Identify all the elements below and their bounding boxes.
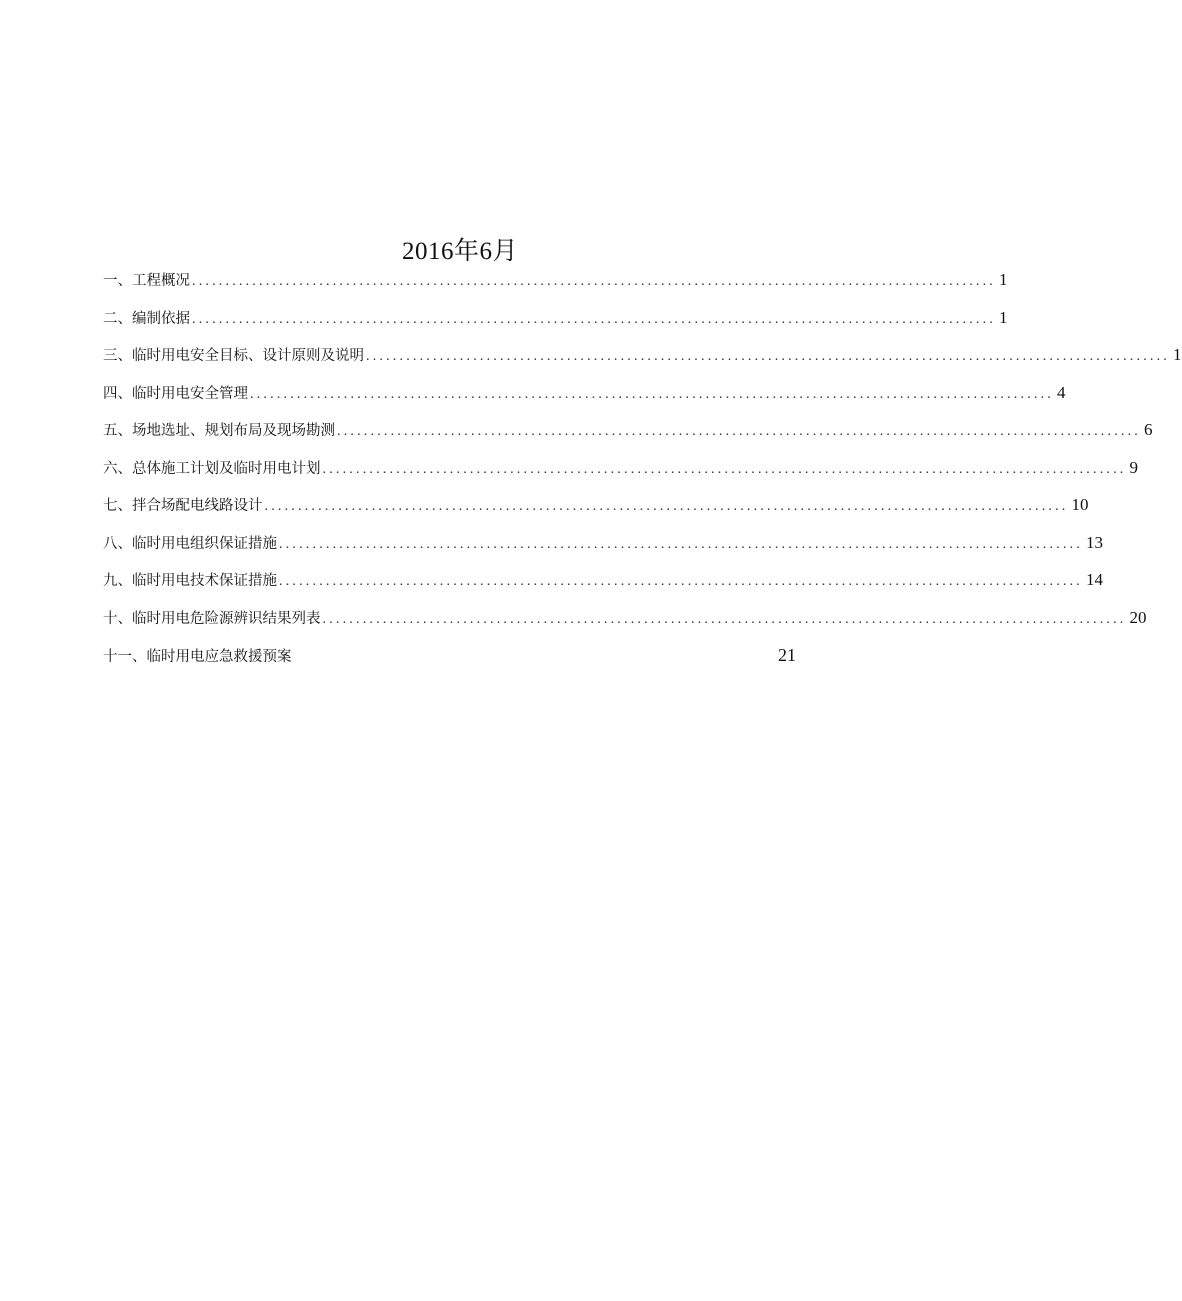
toc-entry-page: 20 bbox=[1129, 607, 1147, 627]
toc-entry-label: 十一、临时用电应急救援预案 bbox=[103, 649, 292, 665]
toc-entry-label: 四、临时用电安全管理 bbox=[103, 385, 248, 402]
toc-entry-page: 6 bbox=[1144, 420, 1153, 439]
toc-entry[interactable] bbox=[103, 606, 1147, 644]
toc-dot-leader: ........................................................................................................................ bbox=[337, 424, 1141, 439]
toc-entry-label: 九、临时用电技术保证措施 bbox=[103, 573, 277, 589]
toc-entry-label: 八、临时用电组织保证措施 bbox=[103, 535, 277, 552]
toc-entry-page: 10 bbox=[1071, 495, 1089, 514]
toc-dot-leader: ........................................................................................................................ bbox=[192, 274, 996, 289]
toc-entry[interactable] bbox=[103, 643, 796, 681]
toc-entry[interactable] bbox=[103, 568, 1103, 606]
toc-entry-label: 一、工程概况 bbox=[103, 273, 190, 289]
toc-entry-page: 4 bbox=[1057, 382, 1066, 402]
toc-entry-label: 六、总体施工计划及临时用电计划 bbox=[103, 460, 321, 477]
toc-entry[interactable] bbox=[103, 493, 1089, 531]
toc-entry-label: 五、场地选址、规划布局及现场勘测 bbox=[103, 423, 335, 439]
toc-entry[interactable] bbox=[103, 268, 1008, 306]
toc-entry-page: 1 bbox=[1173, 345, 1182, 364]
document-date: 2016年6月 bbox=[401, 238, 518, 265]
toc-entry-label: 十、临时用电危险源辨识结果列表 bbox=[103, 610, 321, 627]
table-of-contents bbox=[103, 268, 1182, 681]
toc-entry-label: 七、拌合场配电线路设计 bbox=[103, 498, 263, 514]
toc-dot-leader: ........................................................................................................................ bbox=[366, 349, 1170, 364]
toc-entry[interactable] bbox=[103, 531, 1103, 569]
toc-dot-leader: ........................................................................................................................ bbox=[322, 461, 1127, 477]
toc-dot-leader: ........................................................................................................................ bbox=[250, 386, 1054, 402]
toc-entry-page: 9 bbox=[1129, 457, 1138, 477]
toc-entry[interactable] bbox=[103, 381, 1066, 419]
toc-entry-page: 1 bbox=[999, 270, 1008, 289]
toc-entry[interactable] bbox=[103, 343, 1182, 381]
toc-entry-page: 14 bbox=[1086, 570, 1103, 589]
toc-dot-leader: ........................................................................................................................ bbox=[192, 311, 996, 327]
toc-entry-page: 1 bbox=[999, 307, 1008, 327]
toc-entry[interactable] bbox=[103, 456, 1138, 494]
toc-entry[interactable] bbox=[103, 418, 1153, 456]
toc-dot-leader: ........................................................................................................................ bbox=[279, 574, 1083, 589]
toc-dot-leader: ........................................................................................................................ bbox=[279, 536, 1083, 552]
toc-entry-label: 二、编制依据 bbox=[103, 310, 190, 327]
toc-dot-leader: ........................................................................................................................ bbox=[264, 499, 1069, 514]
toc-entry-page: 13 bbox=[1086, 532, 1103, 552]
toc-entry-label: 三、临时用电安全目标、设计原则及说明 bbox=[103, 348, 364, 364]
toc-entry-page: 21 bbox=[778, 645, 796, 665]
toc-entry[interactable] bbox=[103, 306, 1008, 344]
toc-dot-leader: ........................................................................................................................ bbox=[322, 611, 1127, 627]
